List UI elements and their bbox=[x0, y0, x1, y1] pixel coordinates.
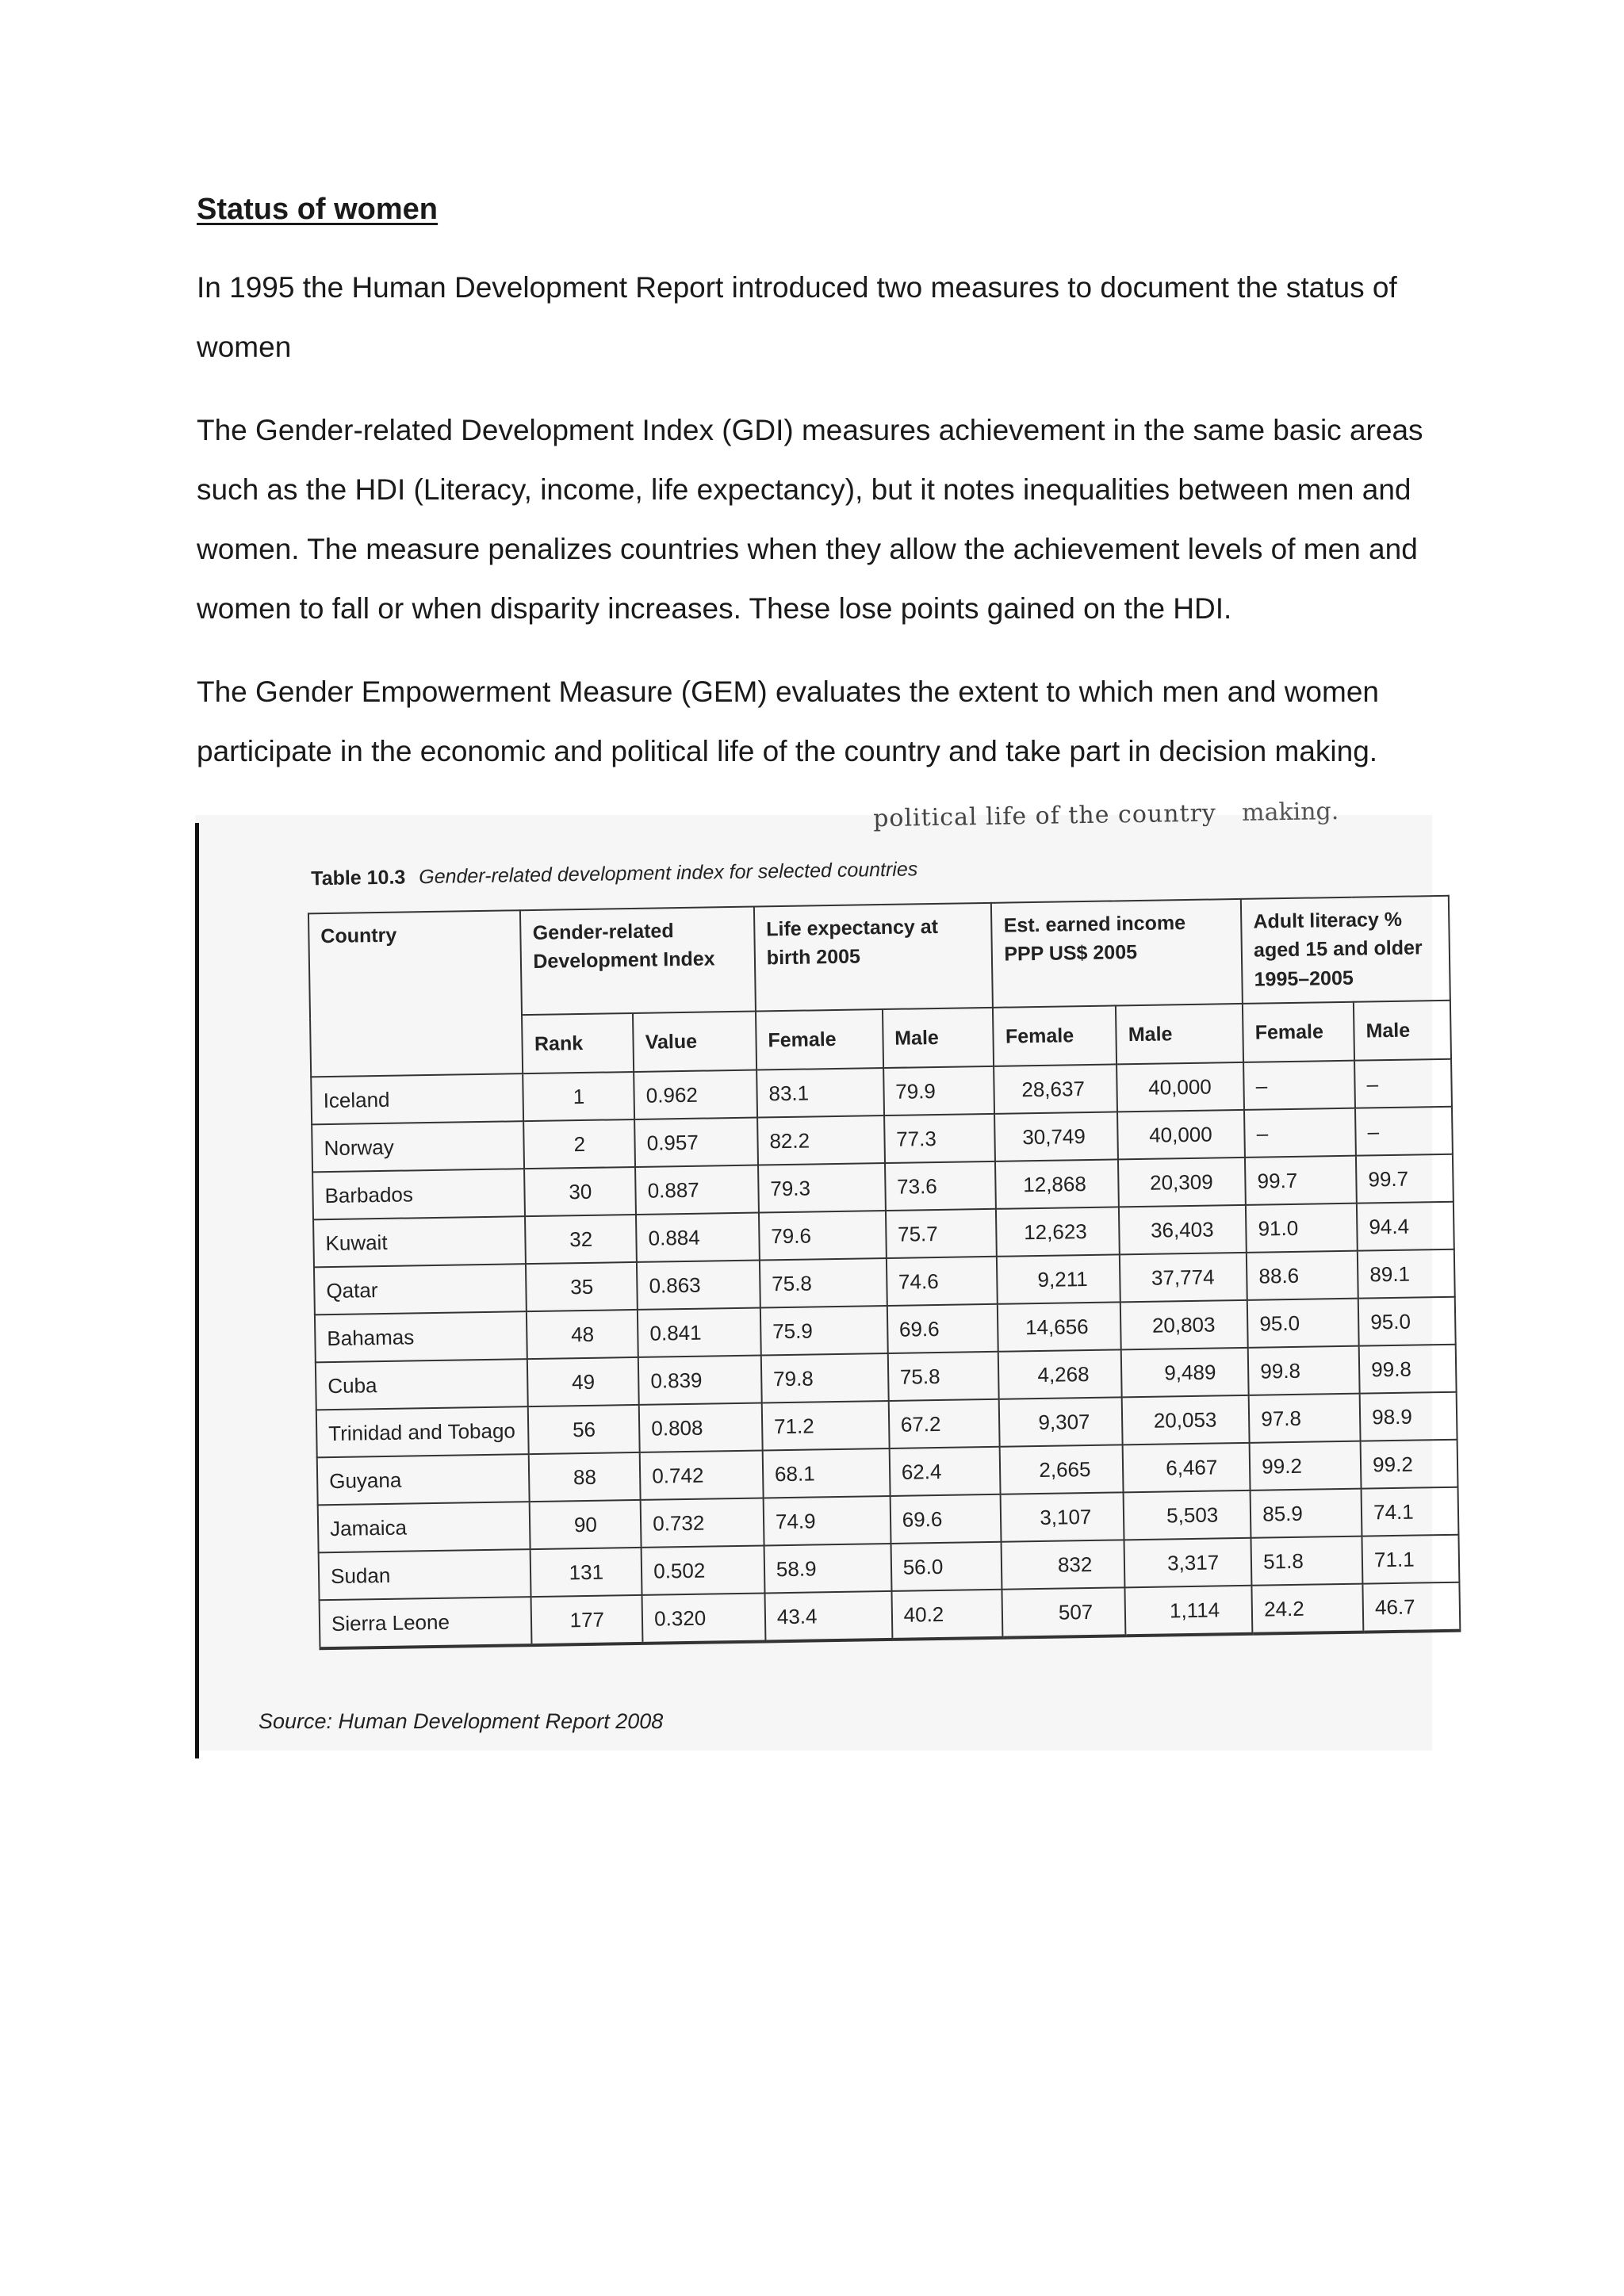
cell-rank: 48 bbox=[527, 1310, 638, 1359]
cell-income-female: 30,749 bbox=[994, 1112, 1118, 1161]
cell-literacy-female: – bbox=[1244, 1108, 1356, 1158]
cell-life-male: 67.2 bbox=[888, 1399, 1000, 1448]
header-country: Country bbox=[308, 910, 523, 1077]
table-source: Source: Human Development Report 2008 bbox=[259, 1709, 664, 1733]
cell-rank: 1 bbox=[523, 1072, 635, 1121]
cell-literacy-female: 51.8 bbox=[1251, 1536, 1363, 1586]
cell-gdi-value: 0.887 bbox=[635, 1165, 759, 1215]
cell-gdi-value: 0.742 bbox=[640, 1450, 764, 1499]
cell-gdi-value: 0.502 bbox=[642, 1545, 765, 1594]
cell-income-male: 5,503 bbox=[1124, 1490, 1251, 1540]
cell-country: Bahamas bbox=[315, 1311, 527, 1362]
cell-rank: 131 bbox=[530, 1548, 642, 1597]
cell-literacy-male: 99.7 bbox=[1356, 1154, 1454, 1203]
cell-life-female: 74.9 bbox=[764, 1496, 891, 1546]
header-gdi: Gender-related Development Index bbox=[520, 907, 756, 1016]
cell-income-female: 3,107 bbox=[1001, 1492, 1124, 1541]
subheader-rank: Rank bbox=[522, 1013, 634, 1073]
cell-income-female: 832 bbox=[1002, 1540, 1125, 1589]
cell-income-male: 20,053 bbox=[1122, 1395, 1250, 1445]
cell-gdi-value: 0.839 bbox=[638, 1356, 762, 1405]
cut-off-text: political life of the country bbox=[872, 799, 1217, 833]
cell-life-female: 79.3 bbox=[758, 1163, 886, 1213]
cell-life-female: 43.4 bbox=[764, 1591, 892, 1642]
cell-gdi-value: 0.808 bbox=[639, 1402, 763, 1452]
cell-country: Guyana bbox=[317, 1454, 530, 1505]
cell-literacy-male: 46.7 bbox=[1363, 1582, 1461, 1632]
header-life-expectancy: Life expectancy at birth 2005 bbox=[754, 903, 994, 1012]
cell-literacy-female: 97.8 bbox=[1249, 1394, 1361, 1443]
cell-literacy-male: 99.8 bbox=[1359, 1345, 1457, 1394]
subheader-income-female: Female bbox=[993, 1005, 1116, 1066]
cell-country: Kuwait bbox=[313, 1216, 526, 1267]
cell-literacy-male: 74.1 bbox=[1362, 1487, 1459, 1536]
scan-content bbox=[227, 796, 1446, 1751]
cell-gdi-value: 0.732 bbox=[641, 1498, 764, 1547]
table-group-header-row bbox=[308, 896, 1450, 1019]
document-body bbox=[197, 190, 1434, 805]
cell-life-female: 79.6 bbox=[759, 1211, 887, 1261]
cell-life-female: 68.1 bbox=[763, 1448, 891, 1498]
cell-income-female: 12,868 bbox=[995, 1159, 1119, 1208]
cell-gdi-value: 0.962 bbox=[634, 1070, 757, 1119]
cell-gdi-value: 0.957 bbox=[634, 1118, 758, 1167]
cell-income-male: 3,317 bbox=[1124, 1538, 1252, 1588]
cell-life-male: 73.6 bbox=[885, 1161, 997, 1211]
cell-literacy-female: 95.0 bbox=[1247, 1299, 1359, 1348]
cell-income-male: 36,403 bbox=[1119, 1205, 1247, 1255]
cell-rank: 30 bbox=[524, 1167, 636, 1216]
cell-income-female: 2,665 bbox=[1000, 1445, 1124, 1494]
cell-life-male: 69.6 bbox=[887, 1304, 999, 1353]
cell-literacy-male: 98.9 bbox=[1360, 1392, 1457, 1441]
cell-life-female: 79.8 bbox=[761, 1353, 889, 1403]
cell-income-female: 28,637 bbox=[994, 1064, 1118, 1113]
cell-gdi-value: 0.841 bbox=[638, 1308, 761, 1357]
cell-life-male: 75.7 bbox=[886, 1209, 998, 1258]
subheader-life-male: Male bbox=[883, 1008, 994, 1068]
cell-literacy-female: 24.2 bbox=[1252, 1584, 1364, 1634]
cell-rank: 177 bbox=[531, 1595, 643, 1645]
cell-rank: 56 bbox=[528, 1405, 640, 1454]
cell-country: Sudan bbox=[319, 1549, 531, 1600]
cell-life-male: 77.3 bbox=[884, 1114, 996, 1163]
cell-income-female: 12,623 bbox=[996, 1207, 1120, 1256]
cell-income-female: 14,656 bbox=[998, 1302, 1121, 1351]
cell-income-male: 20,803 bbox=[1120, 1300, 1248, 1350]
subheader-literacy-female: Female bbox=[1243, 1002, 1354, 1062]
cell-country: Iceland bbox=[311, 1073, 523, 1124]
cell-literacy-male: 71.1 bbox=[1362, 1535, 1460, 1584]
cell-income-male: 1,114 bbox=[1125, 1586, 1253, 1636]
cell-life-female: 58.9 bbox=[764, 1544, 891, 1594]
cell-life-female: 71.2 bbox=[762, 1401, 890, 1451]
paragraph-gdi: The Gender-related Development Index (GDI) measures achievement in the same basic areas such as the HDI (Literacy, income, life expectancy), but it notes inequalities between men and women. The measure penalizes countries when they allow the achievement levels of men and women to fall or when disparity increases. These lose points gained on the HDI. bbox=[197, 414, 1423, 626]
cell-income-female: 507 bbox=[1002, 1587, 1126, 1637]
cell-income-male: 37,774 bbox=[1120, 1253, 1247, 1303]
table-caption bbox=[311, 858, 917, 890]
cell-life-male: 74.6 bbox=[887, 1257, 998, 1306]
cell-literacy-male: 89.1 bbox=[1358, 1249, 1455, 1299]
cell-rank: 88 bbox=[529, 1452, 641, 1502]
cell-literacy-female: 85.9 bbox=[1251, 1489, 1362, 1538]
header-adult-literacy: Adult literacy % aged 15 and older 1995–2005 bbox=[1241, 896, 1450, 1004]
cell-rank: 49 bbox=[527, 1357, 639, 1406]
page-title: Status of women bbox=[197, 193, 439, 226]
cell-income-female: 9,211 bbox=[997, 1254, 1120, 1303]
subheader-income-male: Male bbox=[1116, 1004, 1243, 1065]
cell-income-male: 20,309 bbox=[1118, 1158, 1246, 1207]
subheader-literacy-male: Male bbox=[1354, 1001, 1451, 1061]
cell-gdi-value: 0.863 bbox=[637, 1261, 760, 1310]
cell-rank: 2 bbox=[524, 1119, 636, 1169]
cell-gdi-value: 0.320 bbox=[642, 1593, 766, 1643]
cell-rank: 32 bbox=[525, 1215, 637, 1264]
cell-life-female: 83.1 bbox=[756, 1068, 884, 1118]
cell-income-male: 9,489 bbox=[1121, 1348, 1249, 1398]
cell-literacy-male: 99.2 bbox=[1361, 1440, 1458, 1489]
cell-life-female: 75.8 bbox=[760, 1258, 887, 1308]
cell-income-male: 40,000 bbox=[1117, 1110, 1245, 1160]
gdi-table bbox=[308, 895, 1461, 1651]
cell-literacy-female: 99.2 bbox=[1250, 1441, 1362, 1490]
cell-literacy-female: 88.6 bbox=[1247, 1251, 1358, 1300]
cell-life-male: 69.6 bbox=[890, 1494, 1002, 1544]
cell-literacy-male: 94.4 bbox=[1357, 1202, 1454, 1251]
subheader-life-female: Female bbox=[756, 1009, 883, 1070]
cell-literacy-female: 91.0 bbox=[1246, 1203, 1358, 1253]
cell-literacy-female: 99.7 bbox=[1245, 1156, 1357, 1205]
cell-rank: 35 bbox=[526, 1262, 638, 1311]
cell-life-male: 40.2 bbox=[891, 1590, 1003, 1640]
cell-literacy-male: – bbox=[1355, 1107, 1453, 1156]
cell-country: Barbados bbox=[312, 1169, 525, 1219]
cell-life-female: 75.9 bbox=[760, 1306, 888, 1356]
cell-country: Trinidad and Tobago bbox=[316, 1406, 529, 1457]
cell-life-male: 79.9 bbox=[883, 1066, 995, 1115]
cell-rank: 90 bbox=[530, 1500, 642, 1549]
cell-income-male: 40,000 bbox=[1116, 1062, 1244, 1112]
cell-country: Sierra Leone bbox=[320, 1597, 532, 1648]
cell-country: Norway bbox=[312, 1121, 524, 1172]
table-body bbox=[311, 1059, 1460, 1648]
cell-income-male: 6,467 bbox=[1123, 1443, 1251, 1493]
cell-life-male: 75.8 bbox=[887, 1352, 999, 1401]
subheader-value: Value bbox=[633, 1012, 756, 1072]
table-number: Table 10.3 bbox=[311, 866, 406, 890]
paragraph-intro: In 1995 the Human Development Report introduced two measures to document the status of women bbox=[197, 271, 1397, 364]
cell-life-female: 82.2 bbox=[757, 1115, 885, 1165]
scanned-table-image bbox=[195, 797, 1432, 1751]
cell-country: Qatar bbox=[314, 1264, 527, 1314]
table-title: Gender-related development index for selected countries bbox=[419, 858, 918, 889]
cell-literacy-female: 99.8 bbox=[1248, 1346, 1360, 1395]
cell-income-female: 4,268 bbox=[998, 1349, 1122, 1399]
cell-literacy-male: 95.0 bbox=[1358, 1297, 1456, 1346]
cut-off-text-end: making. bbox=[1241, 797, 1339, 827]
paragraph-gem: The Gender Empowerment Measure (GEM) evaluates the extent to which men and women participate in the economic and political life of the country and take part in decision making. bbox=[197, 675, 1379, 768]
cell-country: Jamaica bbox=[318, 1502, 530, 1552]
cell-gdi-value: 0.884 bbox=[636, 1213, 760, 1262]
header-earned-income: Est. earned income PPP US$ 2005 bbox=[991, 899, 1243, 1008]
scan-edge-bar bbox=[195, 823, 199, 1758]
cell-income-female: 9,307 bbox=[999, 1397, 1123, 1446]
cell-literacy-female: – bbox=[1243, 1061, 1355, 1110]
cell-literacy-male: – bbox=[1354, 1059, 1452, 1108]
cell-life-male: 62.4 bbox=[889, 1447, 1001, 1496]
cell-country: Cuba bbox=[316, 1359, 528, 1410]
cell-life-male: 56.0 bbox=[891, 1542, 1002, 1591]
